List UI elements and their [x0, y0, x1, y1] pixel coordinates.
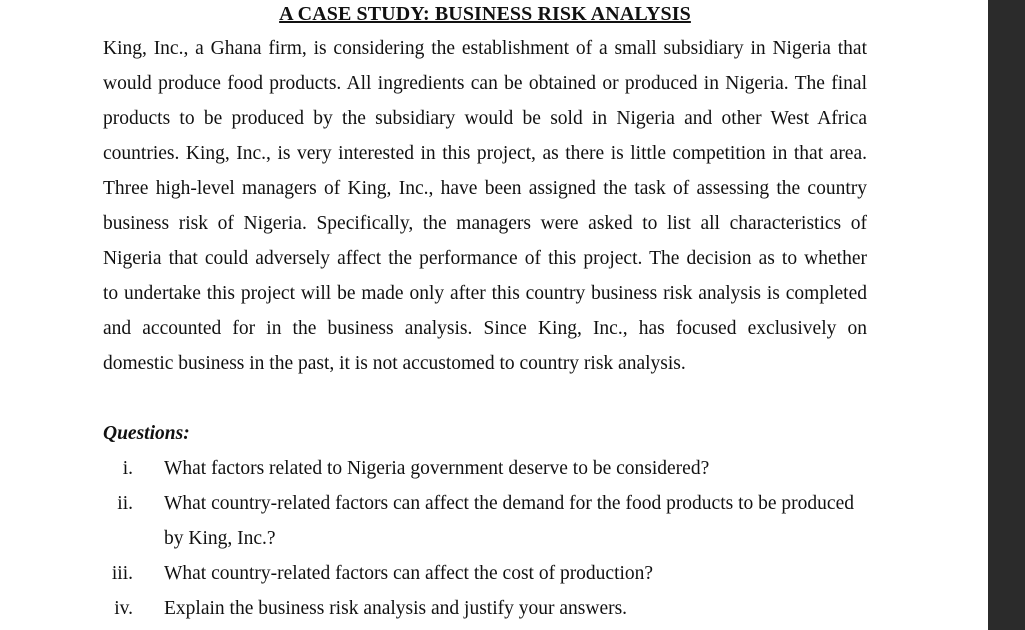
- paragraph-line: Nigeria that could adversely affect the performance of this project. The decision as to whether: [103, 248, 867, 269]
- question-number: i.: [122, 458, 133, 479]
- paragraph-line: King, Inc., a Ghana firm, is considering the establishment of a small subsidiary in Nigeria that: [103, 38, 867, 59]
- document-title: A CASE STUDY: BUSINESS RISK ANALYSIS: [279, 3, 691, 25]
- paragraph-line: and accounted for in the business analysis. Since King, Inc., has focused exclusively on: [103, 318, 867, 339]
- questions-heading: Questions:: [103, 423, 190, 444]
- question-number: iv.: [114, 598, 133, 619]
- paragraph-line: countries. King, Inc., is very interested in this project, as there is little competition in that area.: [103, 143, 867, 164]
- question-text: What country-related factors can affect the cost of production?: [164, 563, 654, 584]
- question-text: What country-related factors can affect the demand for the food products to be produced: [164, 493, 854, 514]
- paragraph-line: Three high-level managers of King, Inc., have been assigned the task of assessing the country: [103, 178, 867, 199]
- question-text: Explain the business risk analysis and justify your answers.: [164, 598, 628, 619]
- question-text: What factors related to Nigeria government deserve to be considered?: [164, 458, 710, 479]
- paragraph-line: would produce food products. All ingredients can be obtained or produced in Nigeria. The final: [103, 73, 867, 94]
- viewer-side-panel: [988, 0, 1025, 630]
- paragraph-line: products to be produced by the subsidiary would be sold in Nigeria and other West Africa: [103, 108, 867, 129]
- question-text-continuation: by King, Inc.?: [164, 528, 276, 549]
- paragraph-line: domestic business in the past, it is not accustomed to country risk analysis.: [103, 353, 686, 374]
- question-number: ii.: [117, 493, 133, 514]
- paragraph-line: business risk of Nigeria. Specifically, the managers were asked to list all characteristics of: [103, 213, 867, 234]
- question-number: iii.: [111, 563, 133, 584]
- paragraph-line: to undertake this project will be made only after this country business risk analysis is completed: [103, 283, 867, 304]
